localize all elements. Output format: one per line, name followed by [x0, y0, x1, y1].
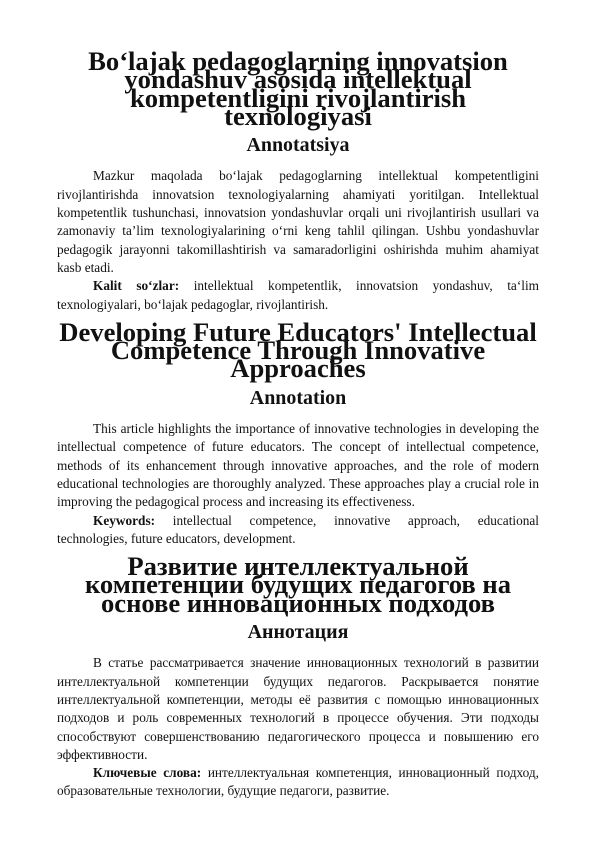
- keywords-uzbek: [57, 277, 539, 314]
- keywords-label-english: Keywords:: [93, 512, 156, 528]
- keywords-text-english: intellectual competence, innovative approach, educational technologies, future educators, development.: [57, 512, 539, 546]
- annotation-heading-russian: Аннотация: [247, 621, 349, 644]
- document-page: [57, 46, 539, 801]
- paper-title-russian: Развитие интеллектуальной компетенции будущих педагогов на основе инновационных подходов: [84, 551, 512, 618]
- abstract-english: This article highlights the importance of innovative technologies in developing the intellectual competence of future educators. The concept of intellectual competence, methods of its enhancement through innovative approaches, and the role of modern educational technologies are thoroughly analyzed. These approaches play a crucial role in improving the pedagogical process and increasing its effectiveness.: [57, 421, 539, 510]
- annotation-heading-uzbek: Annotatsiya: [246, 134, 350, 157]
- keywords-english: [57, 512, 539, 549]
- paper-title-uzbek: Bo‘lajak pedagoglarning innovatsion yondashuv asosida intellektual kompetentligini rivojlantirish texnologiyasi: [88, 46, 508, 131]
- annotation-heading-english: Annotation: [249, 386, 347, 409]
- keywords-label-russian: Ключевые слова:: [93, 765, 202, 781]
- section-english: [57, 316, 539, 548]
- section-russian: [57, 551, 539, 801]
- abstract-uzbek: Mazkur maqolada bo‘lajak pedagoglarning intellektual kompetentligini rivojlantirishda innovatsion texnologiyalarning ahamiyati yoritilgan. Intellektual kompetentlik tushunchasi, innovatsion yondashuvlar orqali uni rivojlantirish usullari va zamonaviy ta’lim texnologiyalarining o‘rni keng tahlil qilingan. Ushbu yondashuvlar pedagogik jarayonni takomillashtirish va samaradorligini oshirishda muhim ahamiyat kasb etadi.: [57, 168, 539, 275]
- paper-title-english: Developing Future Educators' Intellectual Competence Through Innovative Approaches: [59, 316, 537, 384]
- keywords-russian: [57, 764, 539, 801]
- abstract-russian: В статье рассматривается значение инновационных технологий в развитии интеллектуальной компетенции будущих педагогов. Раскрывается понятие интеллектуальной компетенции, методы её развития с помощью инновационных подходов и роль современных технологий в процессе обучения. Эти подходы способствуют совершенствованию педагогического процесса и повышению его эффективности.: [57, 655, 539, 762]
- keywords-label-uzbek: Kalit so‘zlar:: [93, 278, 180, 294]
- keywords-text-uzbek: intellektual kompetentlik, innovatsion yondashuv, ta‘lim texnologiyalari, bo‘lajak pedagoglar, rivojlantirish.: [57, 278, 539, 312]
- section-uzbek: [57, 46, 539, 314]
- keywords-text-russian: интеллектуальная компетенция, инновационный подход, образовательные технологии, будущие педагоги, развитие.: [57, 765, 539, 799]
